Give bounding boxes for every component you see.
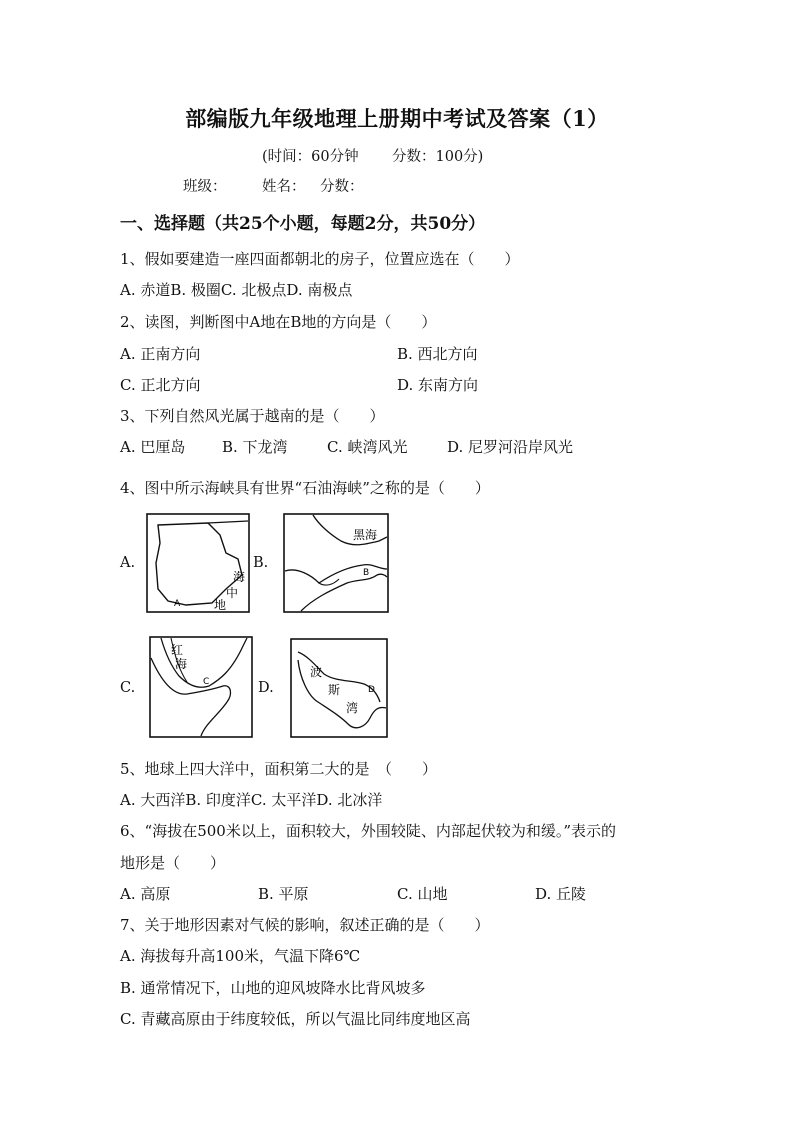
strait-map-a <box>146 513 250 613</box>
question-5-options: A. 大西洋B. 印度洋C. 太平洋D. 北冰洋 <box>120 791 383 809</box>
question-7-stem: 7、关于地形因素对气候的影响，叙述正确的是（ ） <box>120 916 490 934</box>
map-c-label-2: 海 <box>175 657 188 671</box>
question-2-option-b: B. 西北方向 <box>397 345 478 363</box>
question-2-stem: 2、读图，判断图中A地在B地的方向是（ ） <box>120 313 437 331</box>
class-field-label: 班级： <box>183 179 227 195</box>
question-6-option-b: B. 平原 <box>258 885 309 903</box>
question-3-option-d: D. 尼罗河沿岸风光 <box>447 438 574 456</box>
map-b-label: 黑海 <box>353 528 378 542</box>
question-3-option-c: C. 峡湾风光 <box>327 438 408 456</box>
question-5-stem: 5、地球上四大洋中，面积第二大的是 （ ） <box>120 760 438 778</box>
question-3-stem: 3、下列自然风光属于越南的是（ ） <box>120 407 385 425</box>
map-a-point: A <box>174 599 181 609</box>
name-field-label: 姓名： <box>262 179 306 195</box>
question-4-option-b-label: B. <box>253 555 269 571</box>
question-4-option-c-label: C. <box>120 680 136 696</box>
question-2-option-a: A. 正南方向 <box>120 345 201 363</box>
exam-total-score: 分数：100分) <box>392 149 484 165</box>
map-d-label-3: 湾 <box>346 701 359 715</box>
map-a-label-1: 海 <box>233 570 246 584</box>
question-6-stem-line-1: 6、“海拔在500米以上，面积较大，外围较陡、内部起伏较为和缓。”表示的 <box>120 822 617 840</box>
map-d-label-1: 波 <box>310 665 323 679</box>
question-2-option-d: D. 东南方向 <box>397 376 479 394</box>
map-d-label-2: 斯 <box>328 683 341 697</box>
question-3-option-a: A. 巴厘岛 <box>120 438 186 456</box>
map-c-point: C <box>203 677 210 687</box>
question-6-option-a: A. 高原 <box>120 885 171 903</box>
question-4-option-a-label: A. <box>120 555 136 571</box>
map-a-label-3: 地 <box>214 598 227 612</box>
map-a-label-2: 中 <box>226 586 239 600</box>
question-7-option-a: A. 海拔每升高100米，气温下降6℃ <box>120 947 361 965</box>
page-title: 部编版九年级地理上册期中考试及答案（1） <box>185 106 609 131</box>
question-4-option-d-label: D. <box>258 680 274 696</box>
question-1-stem: 1、假如要建造一座四面都朝北的房子，位置应选在（ ） <box>120 250 520 268</box>
question-6-option-d: D. 丘陵 <box>535 885 587 903</box>
question-4-stem: 4、图中所示海峡具有世界“石油海峡”之称的是（ ） <box>120 479 490 497</box>
question-6-option-c: C. 山地 <box>397 885 448 903</box>
question-7-option-c: C. 青藏高原由于纬度较低，所以气温比同纬度地区高 <box>120 1010 471 1028</box>
map-c-label-1: 红 <box>171 643 184 657</box>
question-3-option-b: B. 下龙湾 <box>222 438 288 456</box>
strait-map-c <box>149 636 253 738</box>
question-7-option-b: B. 通常情况下，山地的迎风坡降水比背风坡多 <box>120 979 426 997</box>
map-d-point: D <box>368 685 375 695</box>
score-field-label: 分数： <box>320 179 364 195</box>
section-heading: 一、选择题（共25个小题，每题2分，共50分） <box>120 214 486 234</box>
question-2-option-c: C. 正北方向 <box>120 376 201 394</box>
strait-map-d <box>290 638 388 738</box>
strait-map-b <box>283 513 389 613</box>
question-1-options: A. 赤道B. 极圈C. 北极点D. 南极点 <box>120 281 353 299</box>
question-6-stem-line-2: 地形是（ ） <box>120 854 226 872</box>
map-b-point: B <box>363 568 370 578</box>
exam-time: (时间：60分钟 <box>262 149 359 165</box>
